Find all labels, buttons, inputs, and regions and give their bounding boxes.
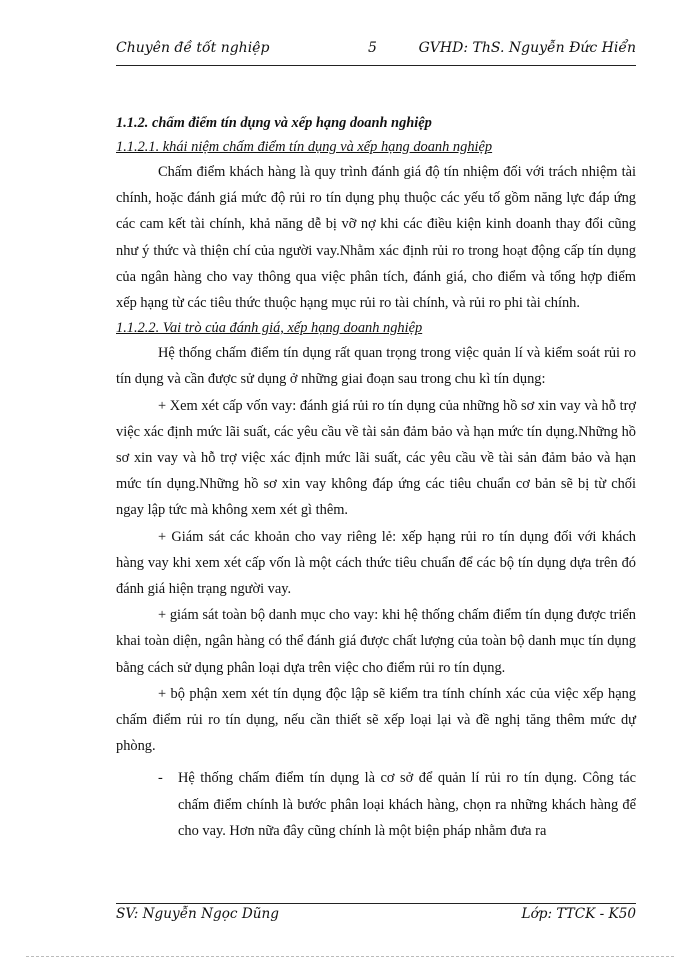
page-body bbox=[116, 106, 636, 844]
footer-student: SV: Nguyễn Ngọc Dũng bbox=[116, 906, 279, 922]
section-heading: 1.1.2. chấm điểm tín dụng và xếp hạng doanh nghiệp bbox=[116, 115, 432, 131]
footer-divider bbox=[116, 903, 636, 904]
paragraph-definition: Chấm điểm khách hàng là quy trình đánh giá độ tín nhiệm đối với trách nhiệm tài chính, hoặc đánh giá mức độ rủi ro tín dụng phụ thuộc các yếu tố gồm năng lực đáp ứng các cam kết tài chính, khả năng dễ bị vỡ nợ khi các điều kiện kinh doanh thay đổi cũng như ý thức và thiện chí của người vay.Nhằm xác định rủi ro trong hoạt động cấp tín dụng của ngân hàng cho vay thông qua việc phân tích, đánh giá, cho điểm và tổng hợp điểm xếp hạng từ các tiêu thức thuộc hạng mục rủi ro tài chính, và rủi ro phi tài chính. bbox=[116, 164, 636, 312]
footer-class: Lớp: TTCK - K50 bbox=[521, 906, 636, 922]
page-header bbox=[116, 40, 636, 64]
header-supervisor: GVHD: ThS. Nguyễn Đức Hiển bbox=[418, 40, 636, 56]
page-boundary bbox=[26, 956, 674, 957]
paragraph-item-loan-review: + Xem xét cấp vốn vay: đánh giá rủi ro tín dụng của những hồ sơ xin vay và hỗ trợ việc xác định mức lãi suất, các yêu cầu về tài sản đảm bảo và hạn mức tín dụng.Những hồ sơ xin vay và hỗ trợ việc xác định mức lãi suất, các yêu cầu về tài sản đảm bảo và hạn mức tín dụng.Những hồ sơ xin vay không đáp ứng các tiêu chuẩn cơ bản sẽ bị từ chối ngay lập tức mà không xem xét gì thêm. bbox=[116, 397, 636, 519]
bullet-text: Hệ thống chấm điểm tín dụng là cơ sở để quản lí rủi ro tín dụng. Công tác chấm điểm chính là bước phân loại khách hàng, chọn ra những khách hàng để cho vay. Hơn nữa đây cũng chính là một biện pháp nhằm đưa ra bbox=[178, 770, 636, 839]
paragraph-item-portfolio-monitoring: + giám sát toàn bộ danh mục cho vay: khi hệ thống chấm điểm tín dụng được triển khai toàn diện, ngân hàng có thể đánh giá được chất lượng của toàn bộ danh mục tín dụng bằng cách sử dụng phân loại dựa trên việc cho điểm rủi ro tín dụng. bbox=[116, 607, 636, 676]
subsection-heading-1: 1.1.2.1. khái niệm chấm điểm tín dụng và xếp hạng doanh nghiệp bbox=[116, 139, 493, 155]
header-divider bbox=[116, 65, 636, 66]
paragraph-intro: Hệ thống chấm điểm tín dụng rất quan trọng trong việc quản lí và kiểm soát rủi ro tín dụng và cần được sử dụng ở những giai đoạn sau trong chu kì tín dụng: bbox=[116, 345, 636, 388]
list-item bbox=[116, 765, 636, 844]
subsection-heading-2: 1.1.2.2. Vai trò của đánh giá, xếp hạng doanh nghiệp bbox=[116, 320, 423, 337]
page-footer bbox=[116, 906, 636, 926]
paragraph-item-independent-review: + bộ phận xem xét tín dụng độc lập sẽ kiểm tra tính chính xác của việc xếp hạng chấm điểm rủi ro tín dụng, nếu cần thiết sẽ xếp loại lại và đề nghị tăng thêm mức dự phòng. bbox=[116, 685, 636, 755]
page-number: 5 bbox=[368, 40, 377, 56]
header-document-title: Chuyên đề tốt nghiệp bbox=[116, 40, 270, 56]
paragraph-item-individual-monitoring: + Giám sát các khoản cho vay riêng lẻ: xếp hạng rủi ro tín dụng đối với khách hàng vay khi xem xét cấp vốn là một cách thức tiêu chuẩn để các bộ tín dụng dựa trên đó đánh giá hiện trạng người vay. bbox=[116, 528, 636, 598]
bullet-marker: - bbox=[158, 770, 163, 787]
